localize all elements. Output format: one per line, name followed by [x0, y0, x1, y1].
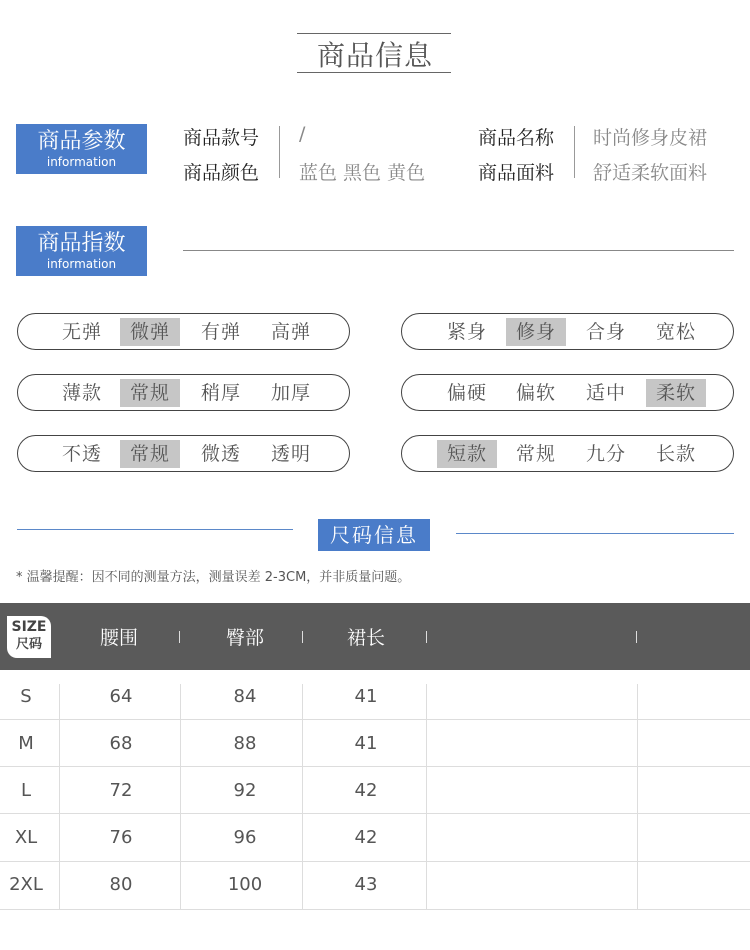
scale-option: 有弹 — [200, 321, 241, 343]
index-label-en: information — [46, 257, 117, 271]
header-separator — [426, 631, 427, 643]
waist-cell: 64 — [109, 686, 133, 707]
index-section-label — [16, 226, 147, 276]
scale-option: 偏硬 — [446, 382, 487, 404]
row-divider — [0, 861, 750, 862]
scale-option: 微透 — [200, 443, 241, 465]
scale-option: 常规 — [515, 443, 556, 465]
index-scale-elasticity — [17, 313, 350, 350]
param-style-no-label: 商品款号 — [183, 127, 260, 149]
length-cell: 42 — [354, 780, 378, 801]
size-badge-cn: 尺码 — [15, 637, 42, 652]
row-divider — [0, 909, 750, 910]
param-name-value: 时尚修身皮裙 — [593, 127, 708, 149]
scale-option-selected: 微弹 — [120, 318, 180, 346]
row-divider — [0, 813, 750, 814]
scale-option-selected: 柔软 — [646, 379, 706, 407]
scale-option: 紧身 — [446, 321, 487, 343]
index-scale-transparency — [17, 435, 350, 472]
hip-cell: 84 — [233, 686, 257, 707]
param-color-label: 商品颜色 — [183, 162, 260, 184]
column-divider — [59, 684, 60, 910]
waist-cell: 72 — [109, 780, 133, 801]
page-title: 商品信息 — [316, 39, 433, 72]
size-cell: XL — [14, 827, 38, 848]
scale-option: 宽松 — [655, 321, 696, 343]
scale-option: 偏软 — [515, 382, 556, 404]
size-badge — [7, 616, 51, 658]
hip-cell: 100 — [227, 874, 263, 895]
column-header-hip: 臀部 — [226, 627, 265, 649]
size-rule-right — [456, 533, 734, 534]
waist-cell: 76 — [109, 827, 133, 848]
size-rule-left — [17, 529, 293, 530]
size-cell: 2XL — [9, 874, 43, 895]
scale-option-selected: 短款 — [437, 440, 497, 468]
waist-cell: 80 — [109, 874, 133, 895]
scale-option: 九分 — [585, 443, 626, 465]
index-label-cn: 商品指数 — [37, 231, 126, 256]
scale-option: 适中 — [585, 382, 626, 404]
index-scale-fit — [401, 313, 734, 350]
scale-option-selected: 修身 — [506, 318, 566, 346]
column-header-length: 裙长 — [347, 627, 386, 649]
scale-option: 薄款 — [61, 382, 102, 404]
index-scale-softness — [401, 374, 734, 411]
size-cell: M — [18, 733, 34, 754]
param-fabric-label: 商品面料 — [478, 162, 555, 184]
scale-option: 透明 — [270, 443, 311, 465]
scale-option: 不透 — [61, 443, 102, 465]
column-divider — [426, 684, 427, 910]
header-separator — [179, 631, 180, 643]
length-cell: 43 — [354, 874, 378, 895]
param-divider — [279, 126, 280, 178]
scale-option: 长款 — [655, 443, 696, 465]
column-divider — [302, 684, 303, 910]
index-scale-thickness — [17, 374, 350, 411]
index-rule — [183, 250, 734, 251]
index-scale-length — [401, 435, 734, 472]
scale-option: 加厚 — [270, 382, 311, 404]
hip-cell: 88 — [233, 733, 257, 754]
length-cell: 42 — [354, 827, 378, 848]
size-cell: L — [20, 780, 32, 801]
length-cell: 41 — [354, 733, 378, 754]
param-divider — [574, 126, 575, 178]
scale-option: 稍厚 — [200, 382, 241, 404]
column-divider — [637, 684, 638, 910]
row-divider — [0, 766, 750, 767]
hip-cell: 92 — [233, 780, 257, 801]
param-color-value: 蓝色 黑色 黄色 — [299, 162, 426, 184]
scale-option: 合身 — [585, 321, 626, 343]
size-cell: S — [20, 686, 32, 707]
scale-option-selected: 常规 — [120, 440, 180, 468]
params-label-en: information — [46, 155, 117, 169]
param-fabric-value: 舒适柔软面料 — [593, 162, 708, 184]
param-name-label: 商品名称 — [478, 127, 555, 149]
header-separator — [302, 631, 303, 643]
title-bottom-rule — [297, 72, 451, 73]
scale-option: 高弹 — [270, 321, 311, 343]
header-separator — [636, 631, 637, 643]
hip-cell: 96 — [233, 827, 257, 848]
measurement-note: * 温馨提醒：因不同的测量方法，测量误差 2-3CM，并非质量问题。 — [16, 570, 411, 585]
params-label-cn: 商品参数 — [37, 129, 126, 154]
row-divider — [0, 719, 750, 720]
column-divider — [180, 684, 181, 910]
size-badge-en: SIZE — [11, 619, 47, 635]
params-section-label — [16, 124, 147, 174]
param-style-no-value: / — [299, 123, 306, 145]
size-section-title: 尺码信息 — [318, 519, 430, 551]
waist-cell: 68 — [109, 733, 133, 754]
scale-option: 无弹 — [61, 321, 102, 343]
length-cell: 41 — [354, 686, 378, 707]
scale-option-selected: 常规 — [120, 379, 180, 407]
column-header-waist: 腰围 — [100, 627, 139, 649]
